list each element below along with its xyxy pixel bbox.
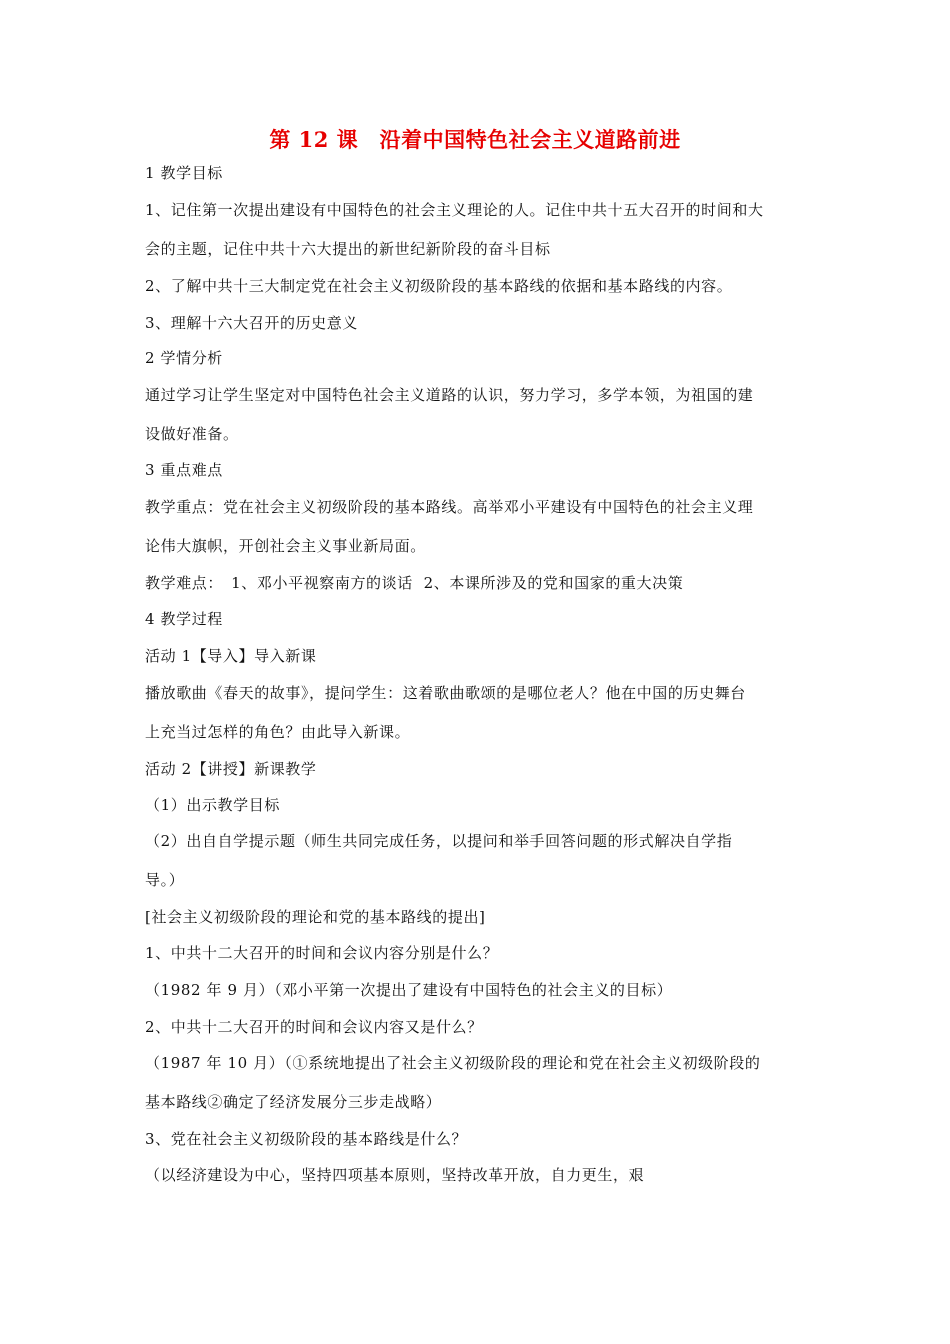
- activity-heading: 活动 2【讲授】新课教学: [145, 760, 317, 778]
- answer-line: 基本路线②确定了经济发展分三步走战略）: [145, 1093, 442, 1111]
- answer-line: （1987 年 10 月）（①系统地提出了社会主义初级阶段的理论和党在社会主义初级阶段的: [145, 1054, 761, 1072]
- paragraph-line: 2、了解中共十三大制定党在社会主义初级阶段的基本路线的依据和基本路线的内容。: [145, 277, 733, 295]
- paragraph-line: 论伟大旗帜，开创社会主义事业新局面。: [145, 537, 426, 555]
- paragraph-line: 教学难点： 1、邓小平视察南方的谈话 2、本课所涉及的党和国家的重大决策: [145, 574, 684, 592]
- question-line: 2、中共十二大召开的时间和会议内容又是什么？: [145, 1018, 483, 1036]
- lesson-title: 第 12 课 沿着中国特色社会主义道路前进: [269, 127, 681, 152]
- paragraph-line: 设做好准备。: [145, 425, 239, 443]
- paragraph-line: 通过学习让学生坚定对中国特色社会主义道路的认识，努力学习，多学本领，为祖国的建: [145, 386, 754, 404]
- section-heading-objectives: 1 教学目标: [145, 164, 223, 182]
- paragraph-line: 教学重点：党在社会主义初级阶段的基本路线。高举邓小平建设有中国特色的社会主义理: [145, 498, 754, 516]
- paragraph-line: 1、记住第一次提出建设有中国特色的社会主义理论的人。记住中共十五大召开的时间和大: [145, 201, 764, 219]
- answer-line: （以经济建设为中心，坚持四项基本原则，坚持改革开放，自力更生，艰: [145, 1166, 645, 1184]
- paragraph-line: 会的主题，记住中共十六大提出的新世纪新阶段的奋斗目标: [145, 240, 551, 258]
- question-line: 1、中共十二大召开的时间和会议内容分别是什么？: [145, 944, 499, 962]
- subsection-heading: [社会主义初级阶段的理论和党的基本路线的提出]: [145, 908, 486, 926]
- paragraph-line: 上充当过怎样的角色？由此导入新课。: [145, 723, 411, 741]
- section-heading-process: 4 教学过程: [145, 610, 223, 628]
- paragraph-line: （2）出自自学提示题（师生共同完成任务，以提问和举手回答问题的形式解决自学指: [145, 832, 733, 850]
- section-heading-analysis: 2 学情分析: [145, 349, 223, 367]
- section-heading-key-points: 3 重点难点: [145, 461, 223, 479]
- activity-heading: 活动 1【导入】导入新课: [145, 647, 317, 665]
- paragraph-line: 播放歌曲《春天的故事》，提问学生：这着歌曲歌颂的是哪位老人？他在中国的历史舞台: [145, 684, 746, 702]
- paragraph-line: 导。）: [145, 871, 185, 889]
- paragraph-line: 3、理解十六大召开的历史意义: [145, 314, 358, 332]
- paragraph-line: （1）出示教学目标: [145, 796, 280, 814]
- answer-line: （1982 年 9 月）（邓小平第一次提出了建设有中国特色的社会主义的目标）: [145, 981, 673, 999]
- question-line: 3、党在社会主义初级阶段的基本路线是什么？: [145, 1130, 468, 1148]
